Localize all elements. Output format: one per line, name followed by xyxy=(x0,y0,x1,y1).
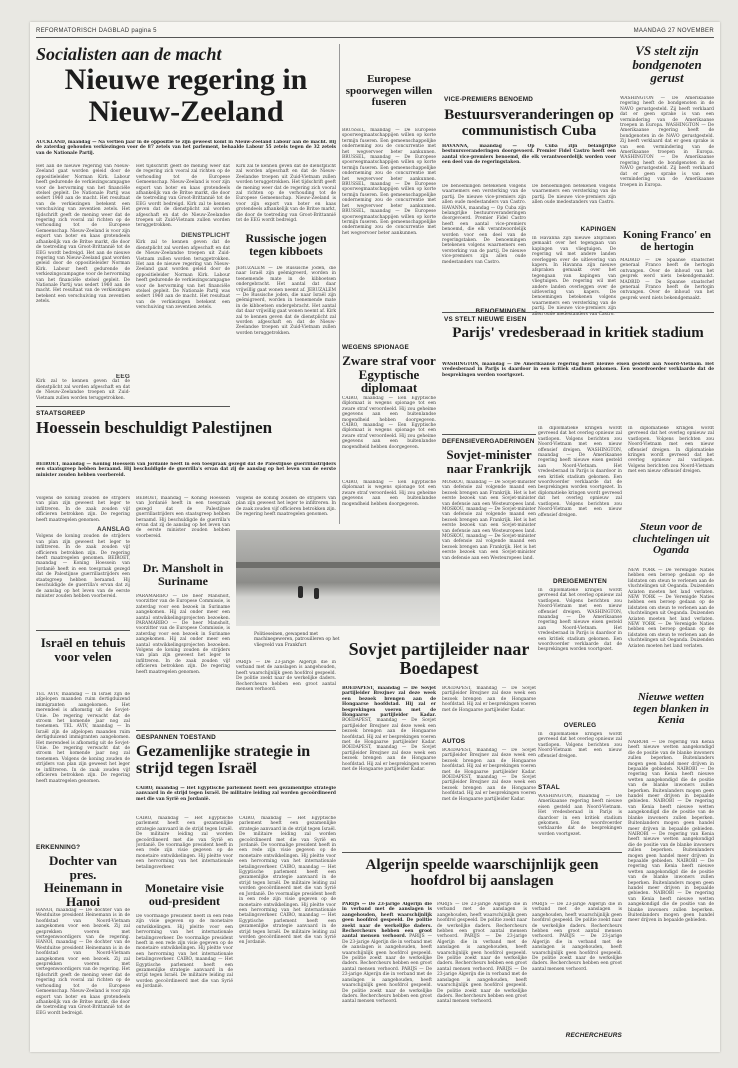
cuba-lede: HAVANNA, maandag — Op Cuba zijn belangrijke bestuursveranderingen doorgevoerd. Premier Fidel Castro heeft een aantal vice-premiers benoemd, die elk verantwoordelijk worden voor een deel van de regeringstaken. xyxy=(442,144,616,166)
hussein-subhead-aanslag: AANSLAG xyxy=(97,526,130,534)
kenia-headline: Nieuwe wetten tegen blanken in Kenia xyxy=(633,691,709,727)
hussein-lede: BEIROET, maandag — Koning Hoessein van Jordanië heeft in een toespraak gezegd dat de Palestijnse guerrillastrijders een staatsgreep hebben beraamd. Hij beschuldigde de guerrilla's ervan dat zij de aanslag op het leven van de eerste minister zouden hebben voorbereid. xyxy=(36,462,336,478)
sovjet-headline: Sovjet partijleider naar Boedapest xyxy=(348,639,530,678)
franco-body: MADRID — De Spaanse staatschef generaal Franco heeft de hertogin ontvangen. Over de inhoud van het gesprek werd niets bekendgemaakt. MADRID — De Spaanse staatschef generaal Franco heeft de hertogin ontvangen. Over de inhoud van het gesprek werd niets bekendgemaakt. xyxy=(620,258,714,301)
israel-headline: Israël en tehuis voor velen xyxy=(40,635,126,664)
egypte-body: CAIRO, maandag — Een Egyptische diplomaat is wegens spionage tot een zware straf veroordeeld. Hij zou geheime gegevens aan een buitenlandse mogendheid hebben doorgegeven. CAIRO, maandag — Een Egyptische diplomaat is wegens spionage tot een zware straf veroordeeld. Hij zou geheime gegevens aan een buitenlandse mogendheid hebben doorgegeven. xyxy=(342,396,436,450)
cuba-col-2b: In Havanna zijn nieuwe afspraken gemaakt over het tegengaan van kapingen van vliegtuigen. De regering wil met andere landen overleggen over de uitlevering van kapers. In Havanna zijn nieuwe afspraken gemaakt over het tegengaan van kapingen van vliegtuigen. De regering wil met andere landen overleggen over de uitlevering van kapers. De benoemingen betekenen volgens waarnemers een versterking van de partij. De nieuwe vice-premiers zijn allen oude medestanders van Castro. xyxy=(532,236,616,317)
hussein-headline: Hoessein beschuldigt Palestijnen xyxy=(36,418,273,437)
airport-photo xyxy=(236,530,440,626)
nz-col-1: Het aan de nieuwe regering van Nieuw-Zeeland gaat worden geleid door de oppositieleider Norman Kirk. Labour heeft gedurende de verkiezingscampagne voor de hervorming van het financiële stelsel gepleit. De Nationale Partij was sedert 1960 aan de macht. Het resultaat van de verkiezingen betekent een verschuiving van zeventien zetels. Het tijdschrift geeft de mening weer dat de regering zich vooral zal richten op de verhouding tot de Europese Gemeenschap. Nieuw-Zeeland is voor zijn export van boter en kaas grotendeels afhankelijk van de Britse markt, die door de toetreding van Groot-Brittannië tot de EEG wordt bedreigd. Het aan de nieuwe regering van Nieuw-Zeeland gaat worden geleid door de oppositieleider Norman Kirk. Labour heeft gedurende de verkiezingscampagne voor de hervorming van het financiële stelsel gepleit. De Nationale Partij was sedert 1960 aan de macht. Het resultaat van de verkiezingen betekent een verschuiving van zeventien zetels. xyxy=(36,164,130,305)
algerijn-headline: Algerijn speelde waarschijnlijk geen hoofdrol bij aanslagen xyxy=(365,857,599,889)
parijs-col-1: In diplomatieke kringen wordt gevreesd dat het overleg opnieuw zal vastlopen. Volgens berichten zou Noord-Vietnam met een nieuw offensief dreigen. WASHINGTON, maandag — De Amerikaanse regering heeft nieuwe eisen gesteld aan Noord-Vietnam. Het vredesberaad in Parijs is daardoor in een kritiek stadium gekomen. Een woordvoerder verklaarde dat de besprekingen worden voortgezet. In diplomatieke kringen wordt gevreesd dat het overleg opnieuw zal vastlopen. Volgens berichten zou Noord-Vietnam met een nieuw offensief dreigen. xyxy=(538,426,622,518)
hussein-col-1: Volgens de koning zouden de strijders van plan zijn geweest het leger te infiltreren. In de zaak zouden vijf officieren betrokken zijn. De regering heeft maatregelen genomen. AANSLAG Volgens de koning zouden de strijders van plan zijn geweest het leger te infiltreren. In de zaak zouden vijf officieren betrokken zijn. De regering heeft maatregelen genomen. BEIROET, maandag — Koning Hoessein van Jordanië heeft in een toespraak gezegd dat de Palestijnse guerrillastrijders een staatsgreep hebben beraamd. Hij beschuldigde de guerrilla's ervan dat zij de aanslag op het leven van de eerste minister zouden hebben voorbereid. xyxy=(36,496,130,599)
russische-headline: Russische jogen tegen kibboets xyxy=(245,231,327,258)
rule xyxy=(342,852,622,853)
algerijn-col-2: PARIJS — De 23-jarige Algerijn die in verband met de aanslagen is aangehouden, heeft waarschijnlijk geen hoofdrol gespeeld. De politie zoekt naar de werkelijke daders. Rechercheurs hebben een groot aantal mensen verhoord. PARIJS — De 23-jarige Algerijn die in verband met de aanslagen is aangehouden, heeft waarschijnlijk geen hoofdrol gespeeld. De politie zoekt naar de werkelijke daders. Rechercheurs hebben een groot aantal mensen verhoord. PARIJS — De 23-jarige Algerijn die in verband met de aanslagen is aangehouden, heeft waarschijnlijk geen hoofdrol gespeeld. De politie zoekt naar de werkelijke daders. Rechercheurs hebben een groot aantal mensen verhoord. xyxy=(437,902,527,1005)
sovjet-col-1: BOEDAPEST, maandag — De Sovjet partijleider Brezjnev zal deze week een bezoek brengen aan de Hongaarse hoofdstad. Hij zal er besprekingen voeren met de Hongaarse partijleider Kadar. BOEDAPEST, maandag — De Sovjet partijleider Brezjnev zal deze week een bezoek brengen aan de Hongaarse hoofdstad. Hij zal er besprekingen voeren met de Hongaarse partijleider Kadar. BOEDAPEST, maandag — De Sovjet partijleider Brezjnev zal deze week een bezoek brengen aan de Hongaarse hoofdstad. Hij zal er besprekingen voeren met de Hongaarse partijleider Kadar. xyxy=(342,686,436,773)
egypte-body-2: CAIRO, maandag — Een Egyptische diplomaat is wegens spionage tot een zware straf veroordeeld. Hij zou geheime gegevens aan een buitenlandse mogendheid hebben doorgegeven. xyxy=(342,480,436,507)
dochter-body: HANOI, maandag — De dochter van de Westduitse president Heinemann is in de hoofdstad van Noord-Vietnam aangekomen voor een bezoek. Zij zal gesprekken voeren met vertegenwoordigers van de regering. HANOI, maandag — De dochter van de Westduitse president Heinemann is in de hoofdstad van Noord-Vietnam aangekomen voor een bezoek. Zij zal gesprekken voeren met vertegenwoordigers van de regering. Het tijdschrift geeft de mening weer dat de regering zich vooral zal richten op de verhouding tot de Europese Gemeenschap. Nieuw-Zeeland is voor zijn export van boter en kaas grotendeels afhankelijk van de Britse markt, die door de toetreding van Groot-Brittannië tot de EEG wordt bedreigd. xyxy=(36,908,130,1016)
egypte-headline: Zware straf voor Egyptische diplomaat xyxy=(342,353,436,396)
sovjet-col-2: BOEDAPEST, maandag — De Sovjet partijleider Brezjnev zal deze week een bezoek brengen aan de Hongaarse hoofdstad. Hij zal er besprekingen voeren met de Hongaarse partijleider Kadar. xyxy=(442,686,536,713)
spoorwegen-headline: Europese spoorwegen willen fuseren xyxy=(345,73,433,109)
masthead-left: REFORMATORISCH DAGBLAD pagina 5 xyxy=(36,28,157,34)
gespannen-col-2: CAIRO, maandag — Het Egyptische parlement heeft een gezamenlijke strategie aanvaard in de strijd tegen Israël. De militaire leiding zal worden gecoördineerd met die van Syrië en Jordanië. De voormalige president heeft in een rede zijn visie gegeven op de monetaire ontwikkelingen. Hij pleitte voor een hervorming van het internationale betalingsverkeer. CAIRO, maandag — Het Egyptische parlement heeft een gezamenlijke strategie aanvaard in de strijd tegen Israël. De militaire leiding zal worden gecoördineerd met die van Syrië en Jordanië. De voormalige president heeft in een rede zijn visie gegeven op de monetaire ontwikkelingen. Hij pleitte voor een hervorming van het internationale betalingsverkeer. CAIRO, maandag — Het Egyptische parlement heeft een gezamenlijke strategie aanvaard in de strijd tegen Israël. De militaire leiding zal worden gecoördineerd met die van Syrië en Jordanië. xyxy=(239,816,336,946)
sovjet-minister-section: DEFENSIEVERGADERINGEN xyxy=(442,438,535,445)
gespannen-col-1: CAIRO, maandag — Het Egyptische parlement heeft een gezamenlijke strategie aanvaard in de strijd tegen Israël. De militaire leiding zal worden gecoördineerd met die van Syrië en Jordanië. De voormalige president heeft in een rede zijn visie gegeven op de monetaire ontwikkelingen. Hij pleitte voor een hervorming van het internationale betalingsverkeer. xyxy=(136,816,233,870)
gespannen-lede: CAIRO, maandag — Het Egyptische parlement heeft een gezamenlijke strategie aanvaard in de strijd tegen Israël. De militaire leiding zal worden gecoördineerd met die van Syrië en Jordanië. xyxy=(136,786,336,802)
algerijn-col-3: PARIJS — De 23-jarige Algerijn die in verband met de aanslagen is aangehouden, heeft waarschijnlijk geen hoofdrol gespeeld. De politie zoekt naar de werkelijke daders. Rechercheurs hebben een groot aantal mensen verhoord. PARIJS — De 23-jarige Algerijn die in verband met de aanslagen is aangehouden, heeft waarschijnlijk geen hoofdrol gespeeld. De politie zoekt naar de werkelijke daders. Rechercheurs hebben een groot aantal mensen verhoord. xyxy=(532,902,622,972)
parijs-col-1b: In diplomatieke kringen wordt gevreesd dat het overleg opnieuw zal vastlopen. Volgens berichten zou Noord-Vietnam met een nieuw offensief dreigen. WASHINGTON, maandag — De Amerikaanse regering heeft nieuwe eisen gesteld aan Noord-Vietnam. Het vredesberaad in Parijs is daardoor in een kritiek stadium gekomen. Een woordvoerder verklaarde dat de besprekingen worden voortgezet. xyxy=(538,588,622,653)
parijs-subhead-overleg: OVERLEG xyxy=(563,722,597,729)
franco-headline: Koning Franco' en de hertogin xyxy=(622,229,711,253)
vs-body: WASHINGTON — De Amerikaanse regering heeft de bondgenoten in de NAVO gerustgesteld. Zij heeft verklaard dat er geen sprake is van een vermindering van de Amerikaanse troepen in Europa. WASHINGTON — De Amerikaanse regering heeft de bondgenoten in de NAVO gerustgesteld. Zij heeft verklaard dat er geen sprake is van een vermindering van de Amerikaanse troepen in Europa. WASHINGTON — De Amerikaanse regering heeft de bondgenoten in de NAVO gerustgesteld. Zij heeft verklaard dat er geen sprake is van een vermindering van de Amerikaanse troepen in Europa. xyxy=(620,96,714,188)
parijs-subhead-staal: STAAL xyxy=(538,784,560,791)
israel-body: TEL AVIV, maandag — In Israël zijn de afgelopen maanden ruim dertigduizend immigranten aangekomen. Het merendeel is afkomstig uit de Sovjet-Unie. De regering verwacht dat de stroom het komende jaar nog zal toenemen. TEL AVIV, maandag — In Israël zijn de afgelopen maanden ruim dertigduizend immigranten aangekomen. Het merendeel is afkomstig uit de Sovjet-Unie. De regering verwacht dat de stroom het komende jaar nog zal toenemen. Volgens de koning zouden de strijders van plan zijn geweest het leger te infiltreren. In de zaak zouden vijf officieren betrokken zijn. De regering heeft maatregelen genomen. xyxy=(36,692,130,784)
sovjet-minister-body: MOSKOU, maandag — De Sovjet-minister van defensie zal volgende maand een bezoek brengen aan Frankrijk. Het is het eerste bezoek van een Sovjet-minister van defensie aan een Westeuropees land. MOSKOU, maandag — De Sovjet-minister van defensie zal volgende maand een bezoek brengen aan Frankrijk. Het is het eerste bezoek van een Sovjet-minister van defensie aan een Westeuropees land. MOSKOU, maandag — De Sovjet-minister van defensie zal volgende maand een bezoek brengen aan Frankrijk. Het is het eerste bezoek van een Sovjet-minister van defensie aan een Westeuropees land. xyxy=(442,480,536,561)
uganda-headline: Steun voor de cluchtelingen uit Oganda xyxy=(632,521,710,557)
sovjet-col-2b: BOEDAPEST, maandag — De Sovjet partijleider Brezjnev zal deze week een bezoek brengen aan de Hongaarse hoofdstad. Hij zal er besprekingen voeren met de Hongaarse partijleider Kadar. BOEDAPEST, maandag — De Sovjet partijleider Brezjnev zal deze week een bezoek brengen aan de Hongaarse hoofdstad. Hij zal er besprekingen voeren met de Hongaarse partijleider Kadar. xyxy=(442,748,536,802)
cuba-headline: Bestuursveranderingen op communistisch Cuba xyxy=(444,107,614,139)
rule xyxy=(136,730,336,731)
photo-caption: Politieseinen, gewapend met machinegeweren, patrouilleren op het vliegveld van Frankfurt xyxy=(254,632,340,648)
nz-col-3: Kirk zal te kennen geven dat de dienstplicht zal worden afgeschaft en dat de Nieuw-Zeelandse troepen uit Zuid-Vietnam zullen worden teruggetrokken. Het tijdschrift geeft de mening weer dat de regering zich vooral zal richten op de verhouding tot de Europese Gemeenschap. Nieuw-Zeeland is voor zijn export van boter en kaas grotendeels afhankelijk van de Britse markt, die door de toetreding van Groot-Brittannië tot de EEG wordt bedreigd. xyxy=(236,164,336,224)
photo-story: PARIJS — De 23-jarige Algerijn die in verband met de aanslagen is aangehouden, heeft waarschijnlijk geen hoofdrol gespeeld. De politie zoekt naar de werkelijke daders. Rechercheurs hebben een groot aantal mensen verhoord. xyxy=(236,660,336,693)
sovjet-minister-headline: Sovjet-minister naar Frankrijk xyxy=(446,447,532,476)
nz-subhead-dienstplicht: DIENSTPLICHT xyxy=(181,231,230,239)
nz-col-2: Het tijdschrift geeft de mening weer dat de regering zich vooral zal richten op de verhouding tot de Europese Gemeenschap. Nieuw-Zeeland is voor zijn export van boter en kaas grotendeels afhankelijk van de Britse markt, die door de toetreding van Groot-Brittannië tot de EEG wordt bedreigd. Kirk zal te kennen geven dat de dienstplicht zal worden afgeschaft en dat de Nieuw-Zeelandse troepen uit Zuid-Vietnam zullen worden teruggetrokken. DIENSTPLICHT Kirk zal te kennen geven dat de dienstplicht zal worden afgeschaft en dat de Nieuw-Zeelandse troepen uit Zuid-Vietnam zullen worden teruggetrokken. Het aan de nieuwe regering van Nieuw-Zeeland gaat worden geleid door de oppositieleider Norman Kirk. Labour heeft gedurende de verkiezingscampagne voor de hervorming van het financiële stelsel gepleit. De Nationale Partij was sedert 1960 aan de macht. Het resultaat van de verkiezingen betekent een verschuiving van zeventien zetels. xyxy=(136,164,230,311)
cuba-section: VICE-PREMIERS BENOEMD xyxy=(444,96,534,103)
monetaire-headline: Monetaire visie oud-president xyxy=(145,881,224,908)
masthead-date: MAANDAG 27 NOVEMBER xyxy=(633,28,714,34)
sovjet-subhead-autos: AUTOS xyxy=(442,738,466,745)
hussein-col-2: BEIROET, maandag — Koning Hoessein van Jordanië heeft in een toespraak gezegd dat de Palestijnse guerrillastrijders een staatsgreep hebben beraamd. Hij beschuldigde de guerrilla's ervan dat zij de aanslag op het leven van de eerste minister zouden hebben voorbereid. xyxy=(136,496,230,539)
suriname-body: PARAMARIBO — De heer Mansholt, voorzitter van de Europese Commissie, is zaterdag voor een bezoek in Suriname aangekomen. Hij zal onder meer een aantal ontwikkelingsprojecten bezoeken. PARAMARIBO — De heer Mansholt, voorzitter van de Europese Commissie, is zaterdag voor een bezoek in Suriname aangekomen. Hij zal onder meer een aantal ontwikkelingsprojecten bezoeken. Volgens de koning zouden de strijders van plan zijn geweest het leger te infiltreren. In de zaak zouden vijf officieren betrokken zijn. De regering heeft maatregelen genomen. xyxy=(136,594,230,675)
newspaper-page xyxy=(30,22,720,1052)
algerijn-subhead-rechercheurs: RECHERCHEURS xyxy=(565,1032,622,1039)
uganda-body: NEW YORK — De Verenigde Naties hebben een beroep gedaan op de lidstaten om steun te verlenen aan de vluchtelingen uit Oeganda. Duizenden Aziaten moeten het land verlaten. NEW YORK — De Verenigde Naties hebben een beroep gedaan op de lidstaten om steun te verlenen aan de vluchtelingen uit Oeganda. Duizenden Aziaten moeten het land verlaten. NEW YORK — De Verenigde Naties hebben een beroep gedaan op de lidstaten om steun te verlenen aan de vluchtelingen uit Oeganda. Duizenden Aziaten moeten het land verlaten. xyxy=(628,568,714,649)
nz-kicker: Socialisten aan de macht xyxy=(36,44,222,64)
nz-headline: Nieuwe regering in Nieuw-Zeeland xyxy=(64,63,308,128)
nz-col-1b: EEG Kirk zal te kennen geven dat de dienstplicht zal worden afgeschaft en dat de Nieuw-Zeelandse troepen uit Zuid-Vietnam zullen worden teruggetrokken. xyxy=(36,374,130,400)
suriname-headline: Dr. Mansholt in Suriname xyxy=(142,561,224,588)
hussein-section: STAATSGREEP xyxy=(36,410,86,417)
spoorwegen-section: WEGENS SPIONAGE xyxy=(342,344,409,351)
rule xyxy=(442,312,714,313)
cuba-subhead-benoemingen: BENOEMINGEN xyxy=(475,308,526,315)
dochter-section: ERKENNING? xyxy=(36,844,81,851)
hussein-col-3: Volgens de koning zouden de strijders van plan zijn geweest het leger te infiltreren. In de zaak zouden vijf officieren betrokken zijn. De regering heeft maatregelen genomen. xyxy=(236,496,336,518)
masthead xyxy=(36,25,714,38)
parijs-section: VS STELT NIEUWE EISEN xyxy=(444,316,527,323)
algerijn-col-1: PARIJS — De 23-jarige Algerijn die in verband met de aanslagen is aangehouden, heeft waarschijnlijk geen hoofdrol gespeeld. De politie zoekt naar de werkelijke daders. Rechercheurs hebben een groot aantal mensen verhoord. PARIJS — De 23-jarige Algerijn die in verband met de aanslagen is aangehouden, heeft waarschijnlijk geen hoofdrol gespeeld. De politie zoekt naar de werkelijke daders. Rechercheurs hebben een groot aantal mensen verhoord. PARIJS — De 23-jarige Algerijn die in verband met de aanslagen is aangehouden, heeft waarschijnlijk geen hoofdrol gespeeld. De politie zoekt naar de werkelijke daders. Rechercheurs hebben een groot aantal mensen verhoord. xyxy=(342,902,432,1005)
parijs-col-1c: In diplomatieke kringen wordt gevreesd dat het overleg opnieuw zal vastlopen. Volgens berichten zou Noord-Vietnam met een nieuw offensief dreigen. xyxy=(538,732,622,759)
parijs-col-2: In diplomatieke kringen wordt gevreesd dat het overleg opnieuw zal vastlopen. Volgens berichten zou Noord-Vietnam met een nieuw offensief dreigen. In diplomatieke kringen wordt gevreesd dat het overleg opnieuw zal vastlopen. Volgens berichten zou Noord-Vietnam met een nieuw offensief dreigen. xyxy=(628,426,714,475)
parijs-subhead-dreigementen: DREIGEMENTEN xyxy=(553,578,607,585)
rule xyxy=(36,630,130,631)
gespannen-headline: Gezamenlijke strategie in strijd tegen Israël xyxy=(136,743,311,777)
russische-body: JERUZALEM — De Russische joden, die naar Israël zijn geëmigreerd, worden in toenemende mate in de kibboetsen ondergebracht. Het aantal dat daar vrijwillig gaat wonen neemt af. JERUZALEM — De Russische joden, die naar Israël zijn geëmigreerd, worden in toenemende mate in de kibboetsen ondergebracht. Het aantal dat daar vrijwillig gaat wonen neemt af. Kirk zal te kennen geven dat de dienstplicht zal worden afgeschaft en dat de Nieuw-Zeelandse troepen uit Zuid-Vietnam zullen worden teruggetrokken. xyxy=(236,266,336,336)
nz-subhead-eeg: EEG xyxy=(115,374,130,380)
gespannen-section: GESPANNEN TOESTAND xyxy=(136,734,216,741)
dochter-headline: Dochter van pres. Heinemann in Hanoi xyxy=(43,853,123,909)
rule xyxy=(442,434,536,435)
monetaire-body: De voormalige president heeft in een rede zijn visie gegeven op de monetaire ontwikkelingen. Hij pleitte voor een hervorming van het internationale betalingsverkeer. De voormalige president heeft in een rede zijn visie gegeven op de monetaire ontwikkelingen. Hij pleitte voor een hervorming van het internationale betalingsverkeer. CAIRO, maandag — Het Egyptische parlement heeft een gezamenlijke strategie aanvaard in de strijd tegen Israël. De militaire leiding zal worden gecoördineerd met die van Syrië en Jordanië. xyxy=(136,914,233,990)
vs-headline: VS stelt zijn bondgenoten gerust xyxy=(632,43,702,86)
rule xyxy=(339,44,340,524)
rule xyxy=(36,406,230,407)
nz-lede: AUCKLAND, maandag — Na vertien jaar in de oppositie te zijn geweest komt in Nieuw-Zeeland Labour aan de macht. Bij de zaterdag gehouden verkiezingen voor de 87 zetels van het parlement, behaalde Labour 55 zetels tegen de 32 zetels van de Nationale Partij. xyxy=(36,140,336,156)
parijs-lede: WASHINGTON, maandag — De Amerikaanse regering heeft nieuwe eisen gesteld aan Noord-Vietnam. Het vredesberaad in Parijs is daardoor in een kritiek stadium gekomen. Een woordvoerder verklaarde dat de besprekingen worden voortgezet. xyxy=(442,362,714,378)
cuba-subhead-kapingen: KAPINGEN xyxy=(580,226,616,233)
cuba-col-1: De benoemingen betekenen volgens waarnemers een versterking van de partij. De nieuwe vice-premiers zijn allen oude medestanders van Castro. HAVANNA, maandag — Op Cuba zijn belangrijke bestuursveranderingen doorgevoerd. Premier Fidel Castro heeft een aantal vice-premiers benoemd, die elk verantwoordelijk worden voor een deel van de regeringstaken. De benoemingen betekenen volgens waarnemers een versterking van de partij. De nieuwe vice-premiers zijn allen oude medestanders van Castro. xyxy=(442,184,526,265)
parijs-headline: Parijs' vredesberaad in kritiek stadium xyxy=(452,325,704,341)
parijs-col-1d: WASHINGTON, maandag — De Amerikaanse regering heeft nieuwe eisen gesteld aan Noord-Vietnam. Het vredesberaad in Parijs is daardoor in een kritiek stadium gekomen. Een woordvoerder verklaarde dat de besprekingen worden voortgezet. xyxy=(538,794,622,837)
kenia-body: NAIROBI — De regering van Kenia heeft nieuwe wetten aangekondigd die de positie van de blanke inwoners zullen beperken. Buitenlanders mogen geen handel meer drijven in bepaalde gebieden. NAIROBI — De regering van Kenia heeft nieuwe wetten aangekondigd die de positie van de blanke inwoners zullen beperken. Buitenlanders mogen geen handel meer drijven in bepaalde gebieden. NAIROBI — De regering van Kenia heeft nieuwe wetten aangekondigd die de positie van de blanke inwoners zullen beperken. Buitenlanders mogen geen handel meer drijven in bepaalde gebieden. NAIROBI — De regering van Kenia heeft nieuwe wetten aangekondigd die de positie van de blanke inwoners zullen beperken. Buitenlanders mogen geen handel meer drijven in bepaalde gebieden. NAIROBI — De regering van Kenia heeft nieuwe wetten aangekondigd die de positie van de blanke inwoners zullen beperken. Buitenlanders mogen geen handel meer drijven in bepaalde gebieden. NAIROBI — De regering van Kenia heeft nieuwe wetten aangekondigd die de positie van de blanke inwoners zullen beperken. Buitenlanders mogen geen handel meer drijven in bepaalde gebieden. xyxy=(628,740,714,924)
cuba-col-2: De benoemingen betekenen volgens waarnemers een versterking van de partij. De nieuwe vice-premiers zijn allen oude medestanders van Castro. xyxy=(532,184,616,206)
spoorwegen-body: BRUSSEL, maandag — De Europese spoorwegmaatschappijen willen op korte termijn fuseren. Een gemeenschappelijke onderneming zou de concurrentie met het wegvervoer beter aankunnen. BRUSSEL, maandag — De Europese spoorwegmaatschappijen willen op korte termijn fuseren. Een gemeenschappelijke onderneming zou de concurrentie met het wegvervoer beter aankunnen. BRUSSEL, maandag — De Europese spoorwegmaatschappijen willen op korte termijn fuseren. Een gemeenschappelijke onderneming zou de concurrentie met het wegvervoer beter aankunnen. BRUSSEL, maandag — De Europese spoorwegmaatschappijen willen op korte termijn fuseren. Een gemeenschappelijke onderneming zou de concurrentie met het wegvervoer beter aankunnen. xyxy=(342,128,436,236)
